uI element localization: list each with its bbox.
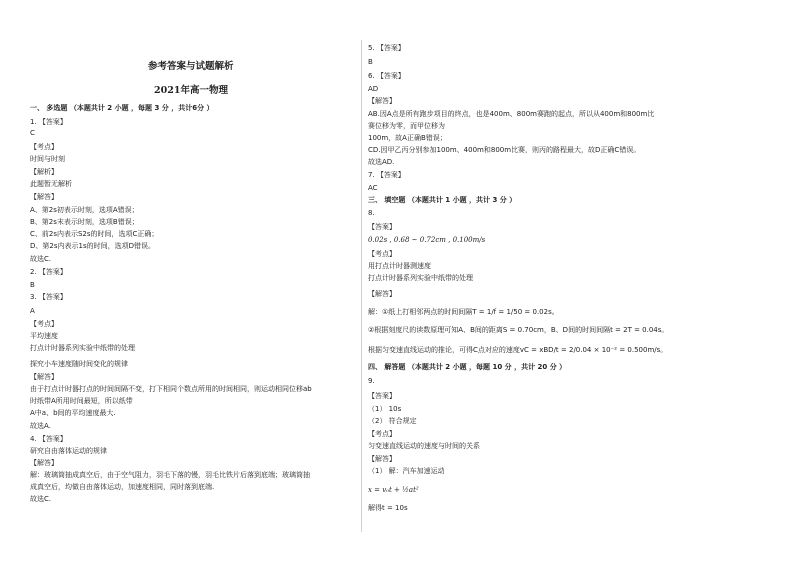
left-text-line: 时间与时刻: [30, 155, 65, 163]
right-text-line: 三、 填空题 （本题共计 1 小题 ，共计 3 分 ）: [368, 196, 517, 204]
left-text-line: 1. 【答案】: [30, 118, 67, 126]
right-text-line: 6. 【答案】: [368, 72, 405, 80]
left-text-line: 【考点】: [30, 143, 58, 151]
right-text-line: 5. 【答案】: [368, 44, 405, 52]
left-text-line: 打点计时器系列实验中纸带的处理: [30, 344, 135, 352]
left-text-line: 2021年高一物理: [154, 85, 228, 96]
left-text-line: C、前2s内表示S2s的时间，选项C正确；: [30, 230, 159, 238]
left-text-line: A: [30, 307, 35, 315]
left-text-line: 平均速度: [30, 332, 58, 340]
left-text-line: 研究自由落体运动的规律: [30, 447, 107, 455]
right-text-line: 匀变速直线运动的速度与时间的关系: [368, 442, 480, 450]
left-text-line: 此题暂无解析: [30, 180, 72, 188]
right-text-line: 解得t = 10s: [368, 504, 408, 512]
right-text-line: AB.因A点是所有跑步项目的终点，也是400m、800m赛跑的起点，所以从400m和800m比: [368, 110, 655, 118]
left-text-line: 时纸带A所用时间最短，所以纸带: [30, 397, 133, 405]
right-text-line: 100m，故A正确B错误；: [368, 134, 447, 142]
left-text-line: 成真空后，均做自由落体运动，加速度相同，同时落到底端.: [30, 483, 215, 491]
left-text-line: 故选C.: [30, 495, 52, 503]
left-text-line: 故选C.: [30, 255, 52, 263]
left-text-line: 2. 【答案】: [30, 268, 67, 276]
left-text-line: 【考点】: [30, 320, 58, 328]
right-text-line: 解：①纸上打相邻两点的时间间隔T = 1/f = 1/50 = 0.02s。: [368, 308, 559, 316]
right-text-line: 【解答】: [368, 455, 396, 463]
left-text-line: 参考答案与试题解析: [148, 61, 234, 72]
left-text-line: 【解答】: [30, 373, 58, 381]
right-text-line: 7. 【答案】: [368, 171, 405, 179]
left-text-line: B: [30, 281, 35, 289]
right-text-line: 打点计时器系列实验中纸带的处理: [368, 274, 473, 282]
right-text-line: 8.: [368, 209, 375, 217]
right-text-line: B: [368, 58, 373, 66]
left-text-line: 解：玻璃筒抽成真空后，由于空气阻力，羽毛下落的慢，羽毛比铁片后落到底端；玻璃筒抽: [30, 471, 310, 479]
left-text-line: 【解答】: [30, 459, 58, 467]
right-text-line: 用打点计时器测速度: [368, 262, 431, 270]
right-text-line: 【考点】: [368, 250, 396, 258]
right-text-line: 【解答】: [368, 290, 396, 298]
right-text-line: x = v₀t + ½at²: [368, 486, 419, 494]
right-text-line: 【答案】: [368, 223, 396, 231]
left-text-line: 故选A.: [30, 422, 51, 430]
left-text-line: C: [30, 129, 35, 137]
left-text-line: 探究小车速度随时间变化的规律: [30, 360, 128, 368]
left-text-line: D、第2s内表示1s的时间，选项D错误。: [30, 242, 155, 250]
right-text-line: CD.因甲乙丙分别参加100m、400m和800m比赛，则丙的路程最大，故D正确C错误。: [368, 146, 641, 154]
right-text-line: 赛位移为零，而甲位移为: [368, 122, 445, 130]
right-text-line: （2） 符合规定: [368, 417, 417, 425]
right-text-line: （1） 解：汽车加速运动: [368, 467, 445, 475]
left-text-line: A、第2s初表示时刻，选项A错误；: [30, 206, 139, 214]
right-text-line: （1） 10s: [368, 405, 402, 413]
right-text-line: 根据匀变速直线运动的推论，可得C点对应的速度vC = xBD/t = 2/0.04 × 10⁻² = 0.500m/s。: [368, 346, 668, 354]
left-text-line: 【解答】: [30, 193, 58, 201]
column-divider: [361, 40, 362, 532]
right-text-line: AC: [368, 184, 378, 192]
right-text-line: ②根据刻度尺的读数原理可知A、B间的距离S = 0.70cm，B、D间的时间间隔t = 2T = 0.04s。: [368, 326, 669, 334]
left-text-line: 4. 【答案】: [30, 435, 67, 443]
left-text-line: A中a、b间的平均速度最大.: [30, 409, 116, 417]
right-text-line: 0.02s , 0.68 ~ 0.72cm , 0.100m/s: [368, 236, 486, 244]
right-text-line: 故选AD.: [368, 158, 395, 166]
left-text-line: 【解析】: [30, 168, 58, 176]
left-text-line: B、第2s末表示时刻，选项B错误；: [30, 218, 139, 226]
right-text-line: 【解答】: [368, 97, 396, 105]
right-text-line: AD: [368, 85, 379, 93]
right-text-line: 【考点】: [368, 430, 396, 438]
left-text-line: 一、 多选题 （本题共计 2 小题 ，每题 3 分 ，共计6分 ）: [30, 104, 214, 112]
right-text-line: 【答案】: [368, 392, 396, 400]
left-text-line: 由于打点计时器打点的时间间隔不变，打下相同个数点所用的时间相同，则运动相同位移ab: [30, 385, 312, 393]
right-text-line: 四、 解答题 （本题共计 2 小题 ，每题 10 分 ，共计 20 分 ）: [368, 363, 567, 371]
left-text-line: 3. 【答案】: [30, 293, 67, 301]
right-text-line: 9.: [368, 377, 375, 385]
